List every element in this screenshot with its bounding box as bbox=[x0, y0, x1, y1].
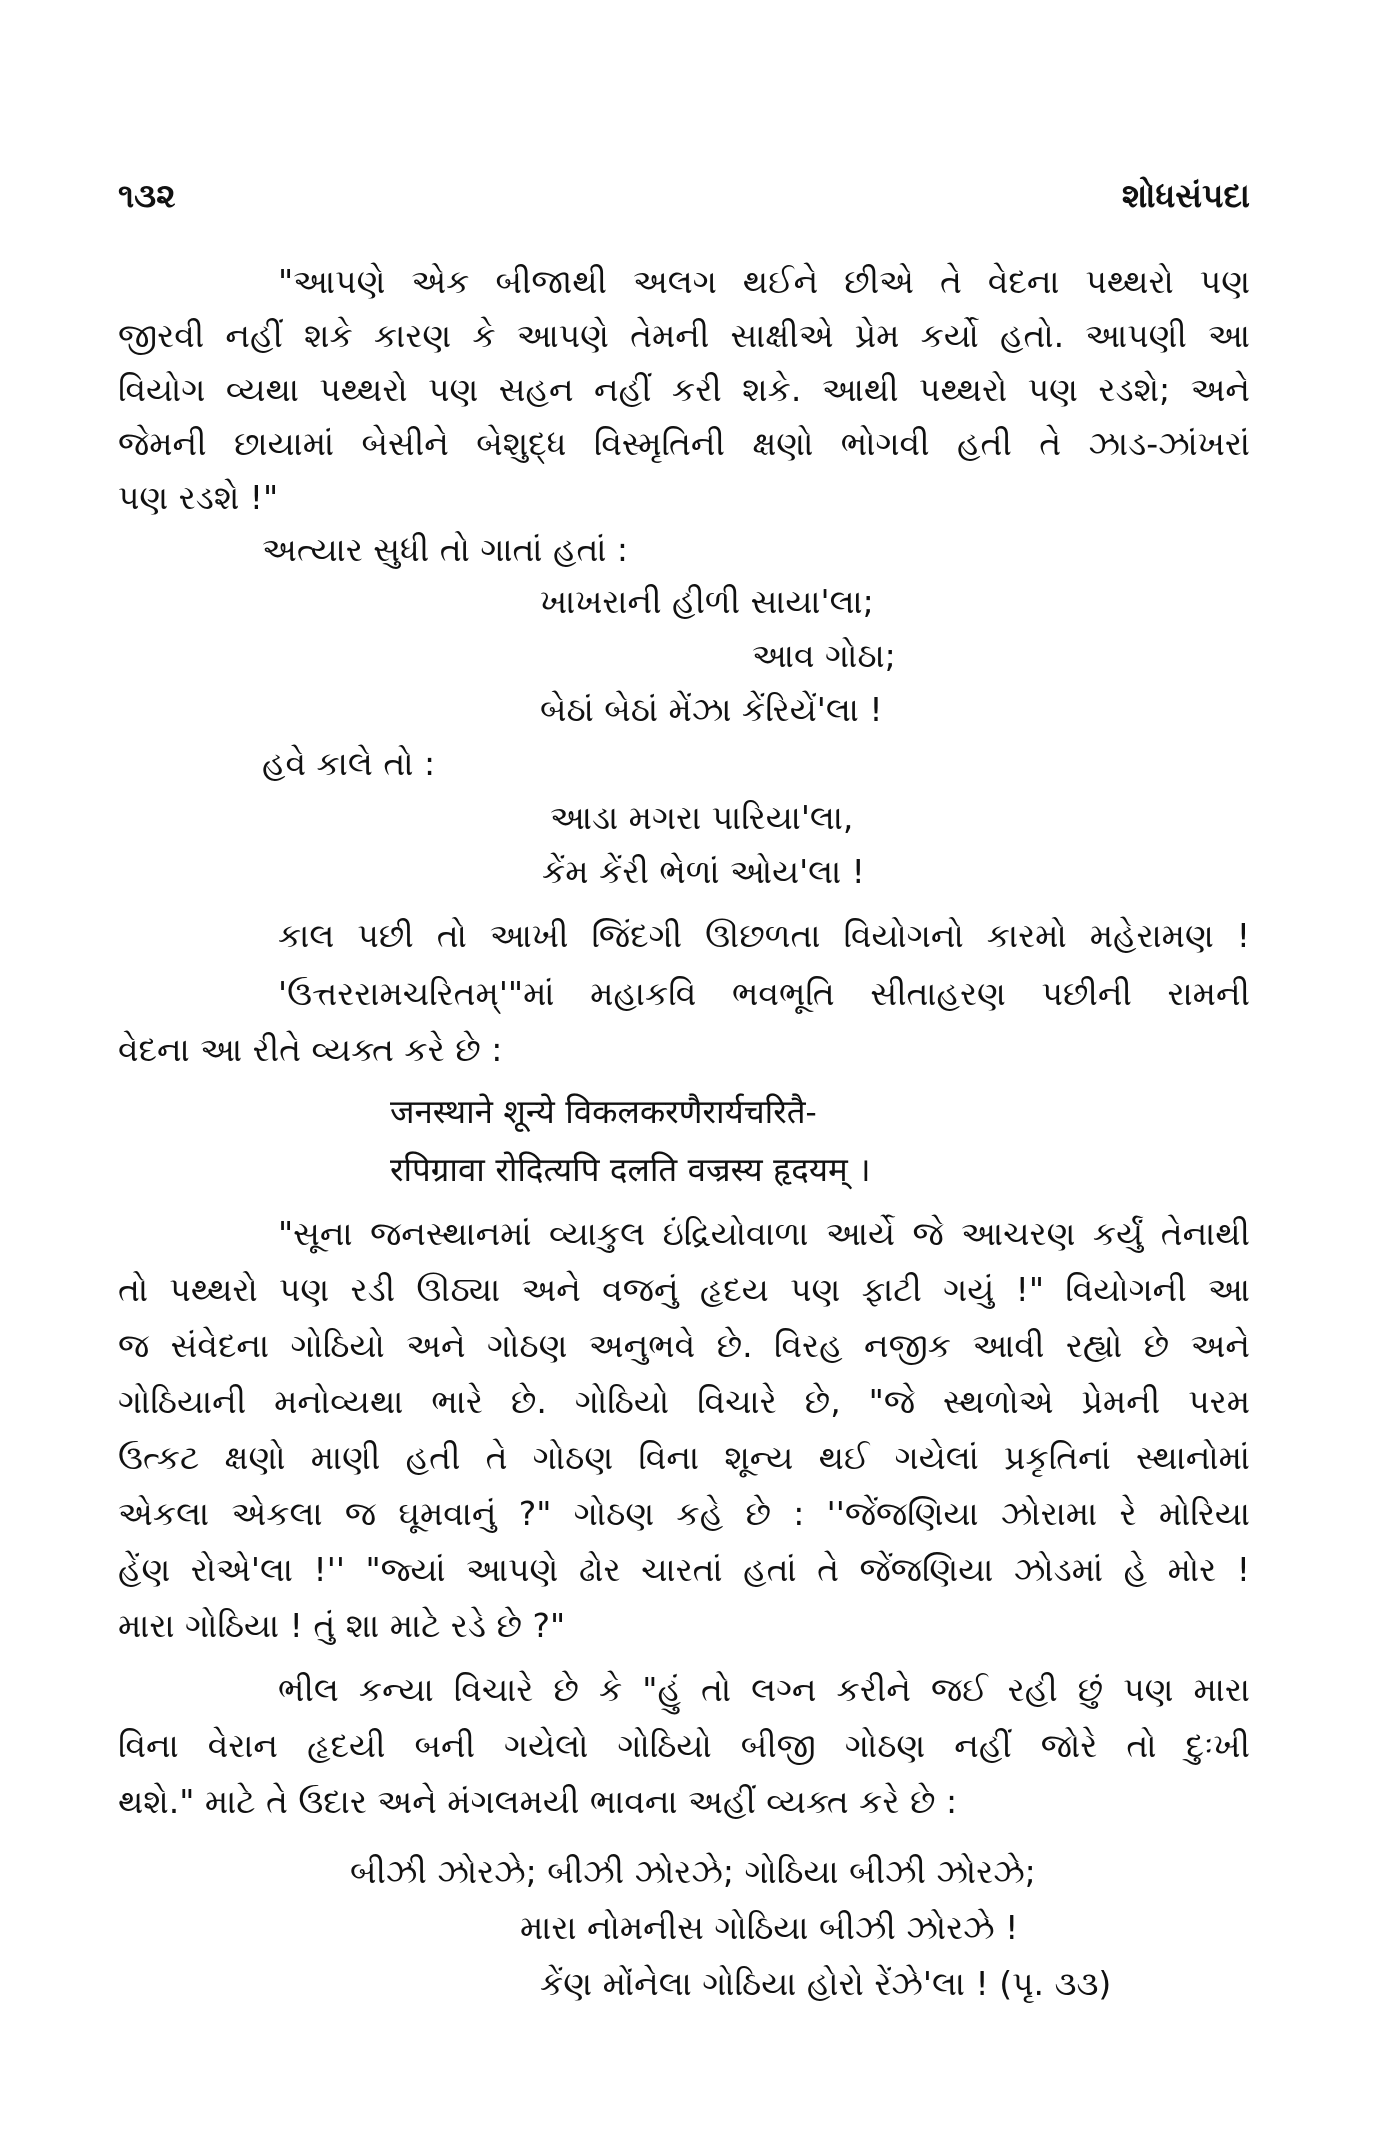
sanskrit-verse-line: जनस्थाने शून्ये विकलकरणैरार्यचरितै- bbox=[390, 1092, 817, 1131]
text-line: ભીલ કન્યા વિચારે છે કે "હું તો લગ્ન કરીને જઈ રહી છું પણ મારા bbox=[278, 1670, 1250, 1709]
text-line: "સૂના જનસ્થાનમાં વ્યાકુલ ઇંદ્રિયોવાળા આર્યે જે આચરણ કર્યું તેનાથી bbox=[278, 1214, 1250, 1253]
page-header bbox=[118, 176, 1250, 216]
verse-line: ખાખરાની હીળી સાયા'લા; bbox=[540, 582, 874, 621]
text-line: પણ રડશે !" bbox=[118, 478, 279, 517]
text-line: કાલ પછી તો આખી જિંદગી ઊછળતા વિયોગનો કારમો મહેરામણ ! bbox=[278, 916, 1250, 955]
text-line: હેંણ રોએ'લા !'' "જ્યાં આપણે ઢોર ચારતાં હતાં તે જેંજણિયા ઝોડમાં હે મોર ! bbox=[118, 1550, 1250, 1589]
text-line: 'ઉત્તરરામચરિતમ્'"માં મહાકવિ ભવભૂતિ સીતાહરણ પછીની રામની bbox=[278, 974, 1250, 1013]
text-line: જેમની છાયામાં બેસીને બેશુદ્ધ વિસ્મૃતિની ક્ષણો ભોગવી હતી તે ઝાડ-ઝાંખરાં bbox=[118, 424, 1250, 463]
text-line: વેદના આ રીતે વ્યક્ત કરે છે : bbox=[118, 1030, 503, 1069]
text-line: "આપણે એક બીજાથી અલગ થઈને છીએ તે વેદના પથ્થરો પણ bbox=[278, 262, 1250, 301]
verse-line: મારા નોમનીસ ગોઠિયા બીઝી ઝોરઝે ! bbox=[520, 1908, 1019, 1947]
text-line: થશે." માટે તે ઉદાર અને મંગલમયી ભાવના અહીં વ્યક્ત કરે છે : bbox=[118, 1782, 958, 1821]
text-line: હવે કાલે તો : bbox=[262, 744, 436, 783]
text-line: જ સંવેદના ગોઠિયો અને ગોઠણ અનુભવે છે. વિરહ નજીક આવી રહ્યો છે અને bbox=[118, 1326, 1250, 1365]
verse-line: આવ ગોઠા; bbox=[752, 636, 896, 675]
text-line: વિના વેરાન હૃદયી બની ગયેલો ગોઠિયો બીજી ગોઠણ નહીં જોરે તો દુઃખી bbox=[118, 1726, 1250, 1765]
text-line: તો પથ્થરો પણ રડી ઊઠ્યા અને વજનું હૃદય પણ ફાટી ગયું !" વિયોગની આ bbox=[118, 1270, 1250, 1309]
running-title: શોધસંપદા bbox=[1121, 176, 1250, 215]
verse-line: બેઠાં બેઠાં મેંઝા કેંરિયેં'લા ! bbox=[540, 690, 883, 729]
text-line: એકલા એકલા જ ઘૂમવાનું ?" ગોઠણ કહે છે : ''જેંજણિયા ઝોરામા રે મોરિયા bbox=[118, 1494, 1250, 1533]
text-line: અત્યાર સુધી તો ગાતાં હતાં : bbox=[262, 530, 629, 569]
text-line: જીરવી નહીં શકે કારણ કે આપણે તેમની સાક્ષીએ પ્રેમ કર્યો હતો. આપણી આ bbox=[118, 316, 1250, 355]
verse-line: બીઝી ઝોરઝે; બીઝી ઝોરઝે; ગોઠિયા બીઝી ઝોરઝે; bbox=[350, 1852, 1036, 1891]
text-line: ઉત્કટ ક્ષણો માણી હતી તે ગોઠણ વિના શૂન્ય થઈ ગયેલાં પ્રકૃતિનાં સ્થાનોમાં bbox=[118, 1438, 1250, 1477]
text-line: વિયોગ વ્યથા પથ્થરો પણ સહન નહીં કરી શકે. આથી પથ્થરો પણ રડશે; અને bbox=[118, 370, 1250, 409]
verse-line: કેંણ મોંનેલા ગોઠિયા હોરો રેંઝે'લા ! (પૃ. ૩૩) bbox=[540, 1964, 1112, 2003]
sanskrit-verse-line: रपिग्रावा रोदित्यपि दलति वज्रस्य हृदयम् । bbox=[390, 1150, 871, 1189]
text-line: ગોઠિયાની મનોવ્યથા ભારે છે. ગોઠિયો વિચારે છે, "જે સ્થળોએ પ્રેમની પરમ bbox=[118, 1382, 1250, 1421]
text-line: મારા ગોઠિયા ! તું શા માટે રડે છે ?" bbox=[118, 1606, 566, 1645]
verse-line: કેંમ કેંરી ભેળાં ઓય'લા ! bbox=[542, 852, 865, 891]
page-number: ૧૩૨ bbox=[118, 176, 176, 215]
verse-line: આડા મગરા પારિયા'લા, bbox=[550, 798, 854, 837]
